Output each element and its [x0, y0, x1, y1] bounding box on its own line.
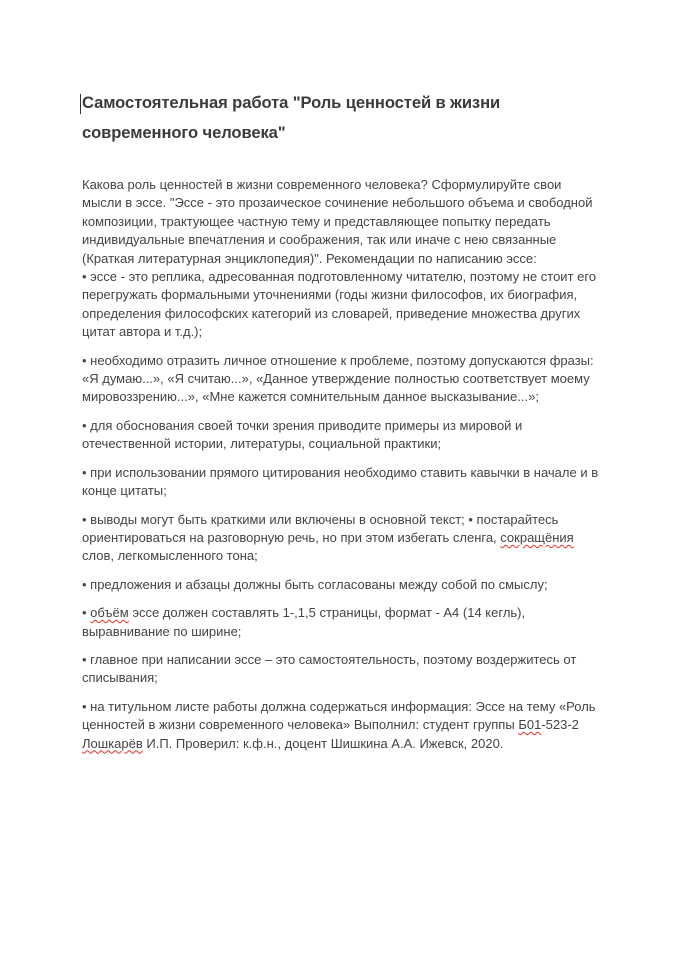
intro-paragraph: Какова роль ценностей в жизни современного человека? Сформулируйте свои мысли в эссе. "Эссе - это прозаическое сочинение небольшого объема и свободной композиции, трактующее частную тему и представляющее попытку передать индивидуальные впечатления и соображения, так или иначе с нею связанные (Краткая литературная энциклопедия)". Рекомендации по написанию эссе: — [82, 177, 593, 266]
recommendation-6: • предложения и абзацы должны быть согласованы между собой по смыслу; — [82, 576, 548, 592]
recommendation-2: • необходимо отразить личное отношение к проблеме, поэтому допускаются фразы: «Я думаю...», «Я считаю...», «Данное утверждение полностью соответствует моему мировоззрению...», «Мне кажется сомнительным данное высказывание...»; — [82, 352, 594, 405]
recommendation-7-text-c: эссе должен составлять 1-,1,5 страницы, формат - А4 (14 кегль), выравнивание по ширине; — [82, 605, 526, 639]
spellcheck-word[interactable]: объём — [90, 605, 129, 621]
document-page[interactable] — [82, 88, 604, 763]
recommendation-9-text-e: И.П. Проверил: к.ф.н., доцент Шишкина А.А. Ижевск, 2020. — [142, 735, 504, 751]
text-cursor — [80, 94, 81, 114]
document-title: Самостоятельная работа "Роль ценностей в жизни современного человека" — [82, 93, 501, 142]
spellcheck-word[interactable]: Лошкарёв — [82, 735, 143, 751]
recommendation-7 — [82, 604, 604, 641]
recommendation-5-text-a: • выводы могут быть краткими или включены в основной текст; • постарайтесь ориентироваться на разговорную речь, но при этом избегать сленга, — [82, 511, 559, 545]
spellcheck-word[interactable]: сокращёния — [500, 529, 574, 545]
recommendation-7-text-a: • — [82, 605, 91, 621]
recommendation-5-text-c: слов, легкомысленного тона; — [82, 548, 258, 564]
spellcheck-word[interactable]: Б01 — [518, 717, 542, 733]
recommendation-9-text-c: -523-2 — [541, 717, 579, 733]
recommendation-9 — [82, 698, 604, 753]
recommendation-9-text-a: • на титульном листе работы должна содержаться информация: Эссе на тему «Роль ценностей в жизни современного человека» Выполнил: студент группы — [82, 698, 596, 733]
recommendation-1: • эссе - это реплика, адресованная подготовленному читателю, поэтому не стоит его перегружать формальными уточнениями (годы жизни философов, их биография, определения философских категорий из словарей, приведение множества других цитат автора и т.д.); — [82, 269, 597, 340]
recommendation-5 — [82, 511, 604, 566]
recommendation-8: • главное при написании эссе – это самостоятельность, поэтому воздержитесь от списывания; — [82, 651, 577, 686]
recommendation-4: • при использовании прямого цитирования необходимо ставить кавычки в начале и в конце цитаты; — [82, 464, 599, 499]
recommendation-3: • для обоснования своей точки зрения приводите примеры из мировой и отечественной истории, литературы, социальной практики; — [82, 417, 523, 452]
